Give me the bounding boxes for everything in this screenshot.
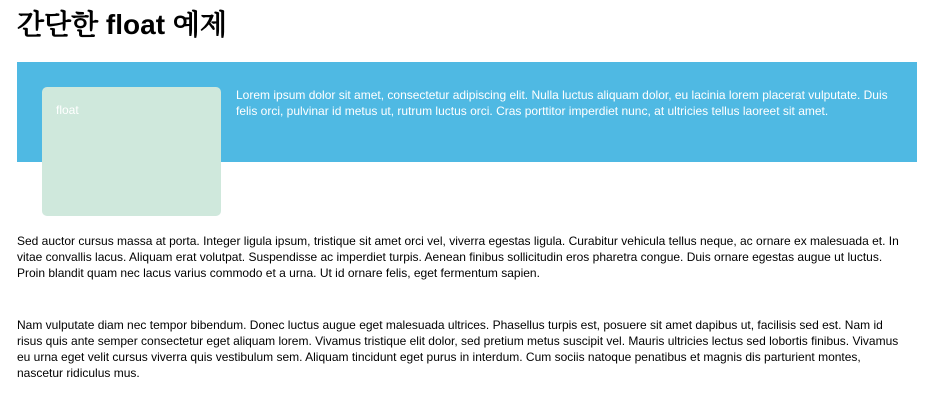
body-paragraph-1: Sed auctor cursus massa at porta. Integer ligula ipsum, tristique sit amet orci vel, viverra egestas ligula. Curabitur vehicula tellus neque, ac ornare ex malesuada et. In vitae convallis lacus. Aliquam erat volutpat. Suspendisse ac imperdiet turpis. Aenean finibus sollicitudin eros pharetra congue. Duis ornare egestas augue ut luctus. Proin blandit quam nec lacus varius commodo et a urna. Ut id ornare felis, eget fermentum sapien. bbox=[17, 234, 899, 280]
body-paragraph-2: Nam vulputate diam nec tempor bibendum. Donec luctus augue eget malesuada ultrices. Phasellus turpis est, posuere sit amet dapibus ut, facilisis sed est. Nam id risus quis ante semper consectetur eget aliquam lorem. Vivamus tristique elit dolor, sed pretium metus suscipit vel. Mauris ultricies lectus sed lobortis finibus. Vivamus eu urna eget velit cursus viverra quis vestibulum sem. Aliquam tincidunt eget purus in interdum. Cum sociis natoque penatibus et magnis dis parturient montes, nascetur ridiculus mus. bbox=[17, 318, 899, 380]
page-title: 간단한 float 예제 bbox=[17, 9, 227, 40]
band-paragraph: Lorem ipsum dolor sit amet, consectetur adipiscing elit. Nulla luctus aliquam dolor, eu lacinia lorem placerat vulputate. Duis felis orci, pulvinar id metus ut, rutrum luctus orci. Cras porttitor imperdiet nunc, at ultricies tellus laoreet sit amet. bbox=[236, 88, 888, 118]
float-label: float bbox=[56, 103, 79, 117]
float-box bbox=[42, 87, 221, 216]
